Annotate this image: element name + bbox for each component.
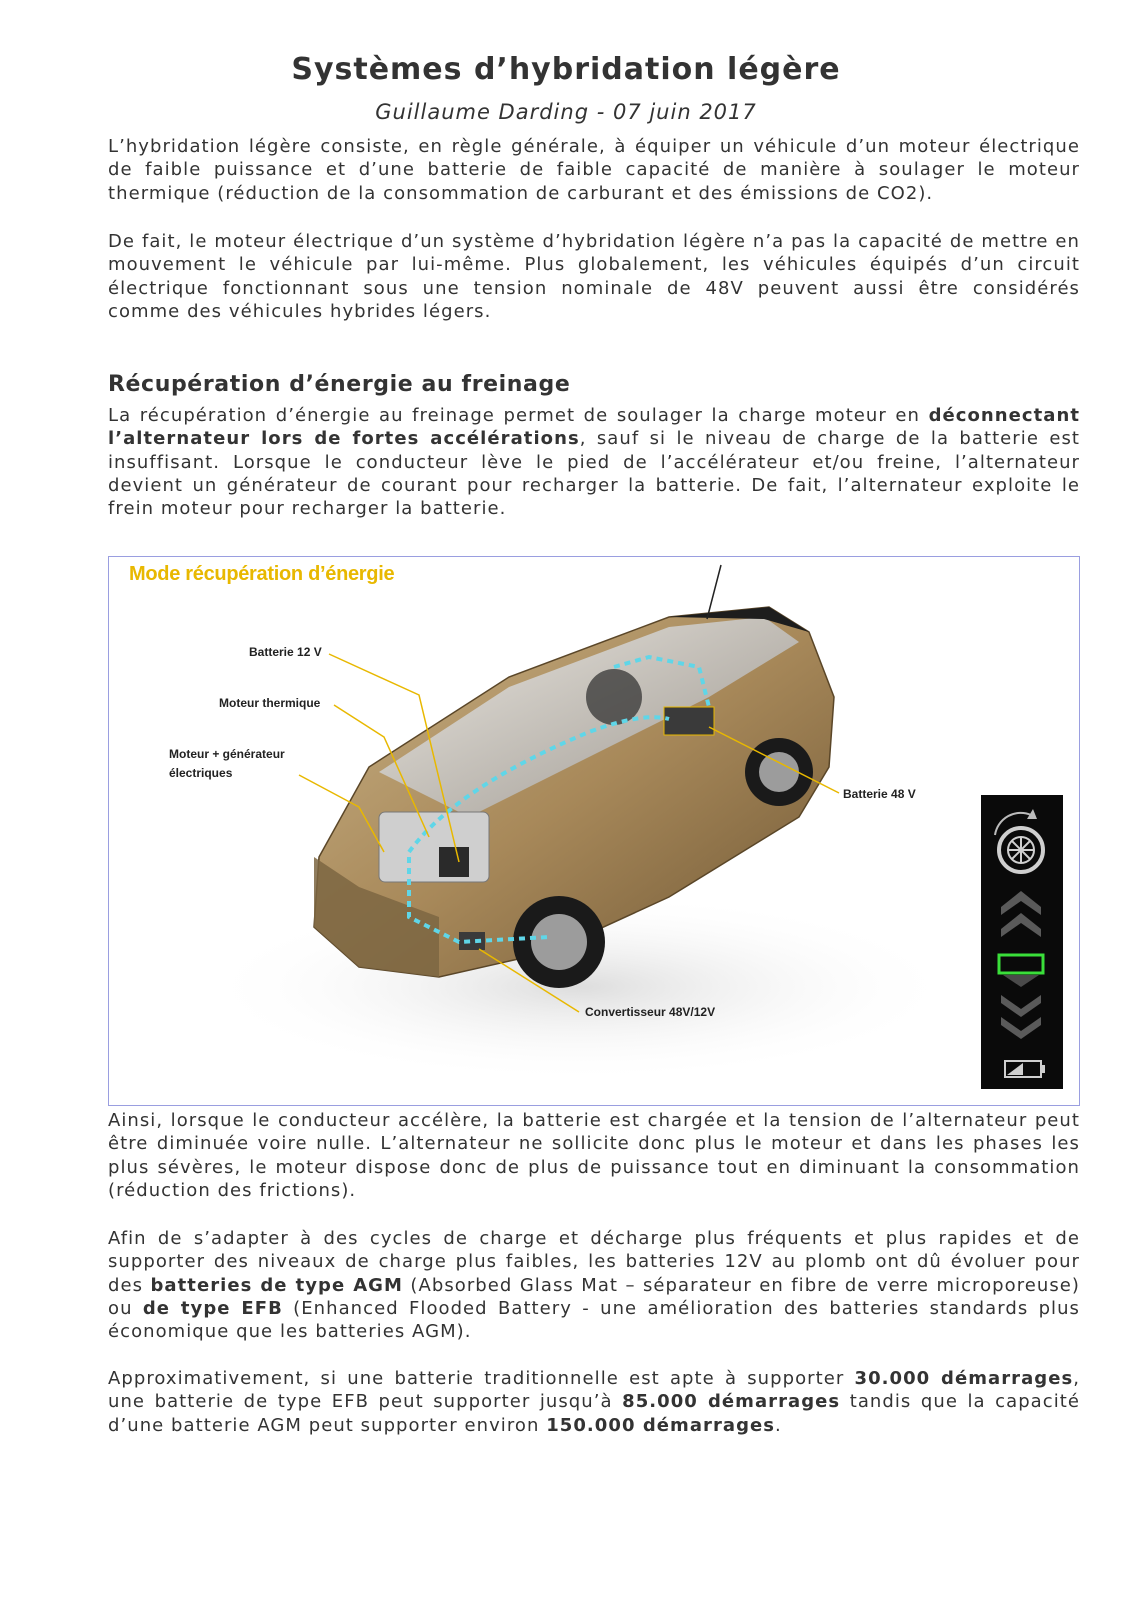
text-run: , sauf si le niveau de charge de la batterie est insuffisant. Lorsque le conducteur lève le pied de l’accélérateur et/ou freine, l’alternateur devient un générateur de courant pour recharger la batterie. De fait, l’alternateur exploite le frein moteur pour recharger la batterie. xyxy=(108,428,1080,520)
label-battery-48v: Batterie 48 V xyxy=(843,787,916,801)
car-illustration xyxy=(109,557,1080,1106)
label-engine: Moteur thermique xyxy=(219,696,321,710)
battery-12v-box xyxy=(439,847,469,877)
text-run: . xyxy=(775,1414,782,1436)
active-level-indicator xyxy=(999,955,1043,987)
text-run: Afin de s’adapter à des cycles de charge et décharge plus fréquents et plus rapides et de supporter des niveaux de charge plus faibles, les batteries 12V au plomb ont dû évoluer pour des xyxy=(108,1228,1080,1296)
document-byline: Guillaume Darding - 07 juin 2017 xyxy=(375,100,757,124)
bold-text: déconnectant l’alternateur lors de fortes accélérations xyxy=(108,405,1080,450)
label-battery-12v: Batterie 12 V xyxy=(249,645,322,659)
text-run: tandis que la capacité d’une batterie AGM peut supporter environ xyxy=(108,1391,1080,1436)
after-paragraph-3 xyxy=(108,1367,1080,1437)
battery-48v-box xyxy=(664,707,714,735)
section-paragraph xyxy=(108,404,1080,520)
bold-text: 30.000 démarrages xyxy=(854,1368,1074,1389)
text-run: La récupération d’énergie au freinage permet de soulager la charge moteur en xyxy=(108,405,929,426)
bold-text: batteries de type AGM xyxy=(150,1274,403,1296)
chevron-up-icon xyxy=(1001,891,1041,937)
text-run: (Enhanced Flooded Battery - une amélioration des batteries standards plus économique que les batteries AGM). xyxy=(108,1297,1080,1343)
after-paragraph-1: Ainsi, lorsque le conducteur accélère, la batterie est chargée et la tension de l’alternateur peut être diminuée voire nulle. L’alternateur ne sollicite donc plus le moteur et dans les phases les plus sévères, le moteur dispose donc de plus de puissance tout en diminuant la consommation (réduction des frictions). xyxy=(108,1110,1080,1201)
converter-box xyxy=(459,932,485,950)
panel-graphic xyxy=(981,795,1063,1089)
section-heading: Récupération d’énergie au freinage xyxy=(108,372,571,397)
text-run: (Absorbed Glass Mat – séparateur en fibre de verre microporeuse) ou xyxy=(108,1274,1080,1319)
battery-icon xyxy=(1005,1061,1045,1077)
chevron-down-icon xyxy=(1001,995,1041,1039)
bold-text: 85.000 démarrages xyxy=(622,1391,841,1413)
bold-text: de type EFB xyxy=(142,1297,283,1319)
after-paragraph-2 xyxy=(108,1227,1080,1343)
text-run: , une batterie de type EFB peut supporter jusqu’à xyxy=(108,1368,1081,1413)
label-converter: Convertisseur 48V/12V xyxy=(585,1005,716,1019)
text-run: Approximativement, si une batterie traditionnelle est apte à supporter xyxy=(108,1368,855,1389)
antenna xyxy=(707,565,721,619)
figure-energy-recovery xyxy=(108,556,1080,1106)
wheel-icon xyxy=(995,809,1043,872)
energy-mode-panel xyxy=(981,795,1063,1089)
figure-title: Mode récupération d’énergie xyxy=(129,563,395,585)
rear-wheel-inner xyxy=(586,669,642,725)
intro-paragraph-2: De fait, le moteur électrique d’un système d’hybridation légère n’a pas la capacité de mettre en mouvement le véhicule par lui-même. Plus globalement, les véhicules équipés d’un circuit électrique fonctionnant sous une tension nominale de 48V peuvent aussi être considérés comme des véhicules hybrides légers. xyxy=(108,231,1080,322)
label-motor-generator: Moteur + générateur électriques xyxy=(169,747,285,780)
intro-paragraph-1: L’hybridation légère consiste, en règle générale, à équiper un véhicule d’un moteur électrique de faible puissance et d’une batterie de faible capacité de manière à soulager le moteur thermique (réduction de la consommation de carburant et des émissions de CO2). xyxy=(108,136,1080,204)
bold-text: 150.000 démarrages xyxy=(546,1414,776,1436)
document-title: Systèmes d’hybridation légère xyxy=(291,52,841,87)
